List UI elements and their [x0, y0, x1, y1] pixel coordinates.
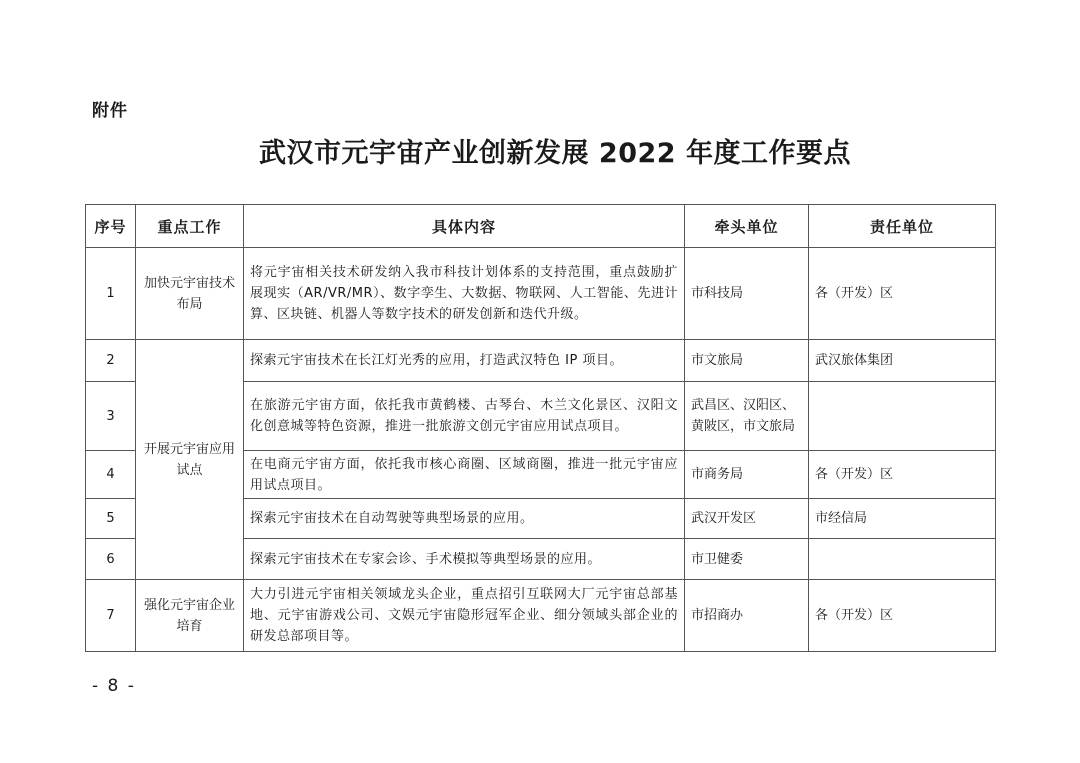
work-plan-table: [85, 204, 996, 652]
content-cell: 将元宇宙相关技术研发纳入我市科技计划体系的支持范围，重点鼓励扩展现实（AR/VR/MR）、数字孪生、大数据、物联网、人工智能、先进计算、区块链、机器人等数字技术的研发创新和迭代升级。: [244, 248, 685, 340]
key-work-cell: 加快元宇宙技术布局: [136, 248, 244, 340]
table-row: [86, 340, 996, 382]
header-content: 具体内容: [244, 205, 685, 248]
lead-unit-cell: 市商务局: [685, 451, 809, 499]
header-lead-unit: 牵头单位: [685, 205, 809, 248]
document-title: 武汉市元宇宙产业创新发展 2022 年度工作要点: [259, 138, 851, 169]
lead-unit-cell: 武昌区、汉阳区、黄陂区，市文旅局: [685, 382, 809, 451]
content-cell: 在旅游元宇宙方面，依托我市黄鹤楼、古琴台、木兰文化景区、汉阳文化创意城等特色资源，推进一批旅游文创元宇宙应用试点项目。: [244, 382, 685, 451]
content-cell: 大力引进元宇宙相关领域龙头企业，重点招引互联网大厂元宇宙总部基地、元宇宙游戏公司、文娱元宇宙隐形冠军企业、细分领域头部企业的研发总部项目等。: [244, 580, 685, 652]
key-work-cell: 强化元宇宙企业培育: [136, 580, 244, 652]
row-number: 2: [86, 340, 136, 382]
header-serial: 序号: [86, 205, 136, 248]
table-header-row: [86, 205, 996, 248]
page-number: - 8 -: [92, 676, 136, 696]
responsible-unit-cell: 武汉旅体集团: [809, 340, 996, 382]
content-cell: 探索元宇宙技术在专家会诊、手术模拟等典型场景的应用。: [244, 539, 685, 580]
lead-unit-cell: 市招商办: [685, 580, 809, 652]
content-cell: 在电商元宇宙方面，依托我市核心商圈、区域商圈，推进一批元宇宙应用试点项目。: [244, 451, 685, 499]
responsible-unit-cell: 各（开发）区: [809, 580, 996, 652]
content-cell: 探索元宇宙技术在长江灯光秀的应用，打造武汉特色 IP 项目。: [244, 340, 685, 382]
table-row: [86, 580, 996, 652]
responsible-unit-cell: [809, 382, 996, 451]
table-row: [86, 248, 996, 340]
lead-unit-cell: 市科技局: [685, 248, 809, 340]
responsible-unit-cell: [809, 539, 996, 580]
key-work-cell: 开展元宇宙应用试点: [136, 340, 244, 580]
lead-unit-cell: 市卫健委: [685, 539, 809, 580]
attachment-label: 附件: [92, 101, 128, 121]
row-number: 6: [86, 539, 136, 580]
lead-unit-cell: 武汉开发区: [685, 499, 809, 539]
row-number: 3: [86, 382, 136, 451]
content-cell: 探索元宇宙技术在自动驾驶等典型场景的应用。: [244, 499, 685, 539]
row-number: 5: [86, 499, 136, 539]
row-number: 7: [86, 580, 136, 652]
header-responsible-unit: 责任单位: [809, 205, 996, 248]
responsible-unit-cell: 各（开发）区: [809, 248, 996, 340]
row-number: 1: [86, 248, 136, 340]
responsible-unit-cell: 市经信局: [809, 499, 996, 539]
lead-unit-cell: 市文旅局: [685, 340, 809, 382]
row-number: 4: [86, 451, 136, 499]
responsible-unit-cell: 各（开发）区: [809, 451, 996, 499]
header-key-work: 重点工作: [136, 205, 244, 248]
